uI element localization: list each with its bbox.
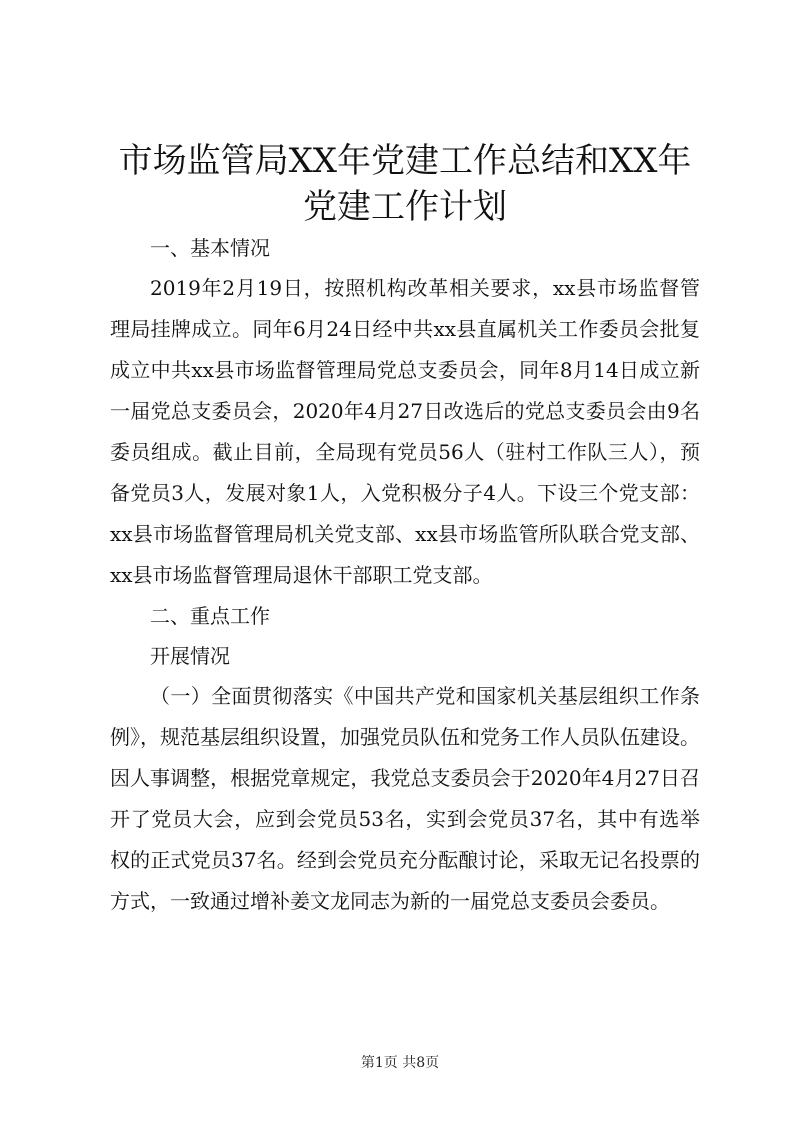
section-subheading-progress: 开展情况 [150, 644, 230, 668]
document-body [110, 228, 700, 922]
paragraph-progress-1: （一）全面贯彻落实《中国共产党和国家机关基层组织工作条例》，规范基层组织设置，加强党员队伍和党务工作人员队伍建设。因人事调整，根据党章规定，我党总支委员会于2020年4月27日召开了党员大会，应到会党员53名，实到会党员37名，其中有选举权的正式党员37名。经到会党员充分酝酿讨论，采取无记名投票的方式，一致通过增补姜文龙同志为新的一届党总支委员会委员。 [110, 684, 700, 913]
document-title: 市场监管局XX年党建工作总结和XX年党建工作计划 [118, 141, 692, 227]
section-heading-basic-info: 一、基本情况 [150, 236, 270, 260]
page-footer: 第1页 共8页 [360, 1055, 440, 1071]
section-heading-key-work: 二、重点工作 [150, 604, 270, 628]
paragraph-basic-info: 2019年2月19日，按照机构改革相关要求，xx县市场监督管理局挂牌成立。同年6月24日经中共xx县直属机关工作委员会批复成立中共xx县市场监督管理局党总支委员会，同年8月14日成立新一届党总支委员会，2020年4月27日改选后的党总支委员会由9名委员组成。截止目前，全局现有党员56人（驻村工作队三人），预备党员3人，发展对象1人，入党积极分子4人。下设三个党支部：xx县市场监督管理局机关党支部、xx县市场监管所队联合党支部、xx县市场监督管理局退休干部职工党支部。 [110, 276, 700, 587]
